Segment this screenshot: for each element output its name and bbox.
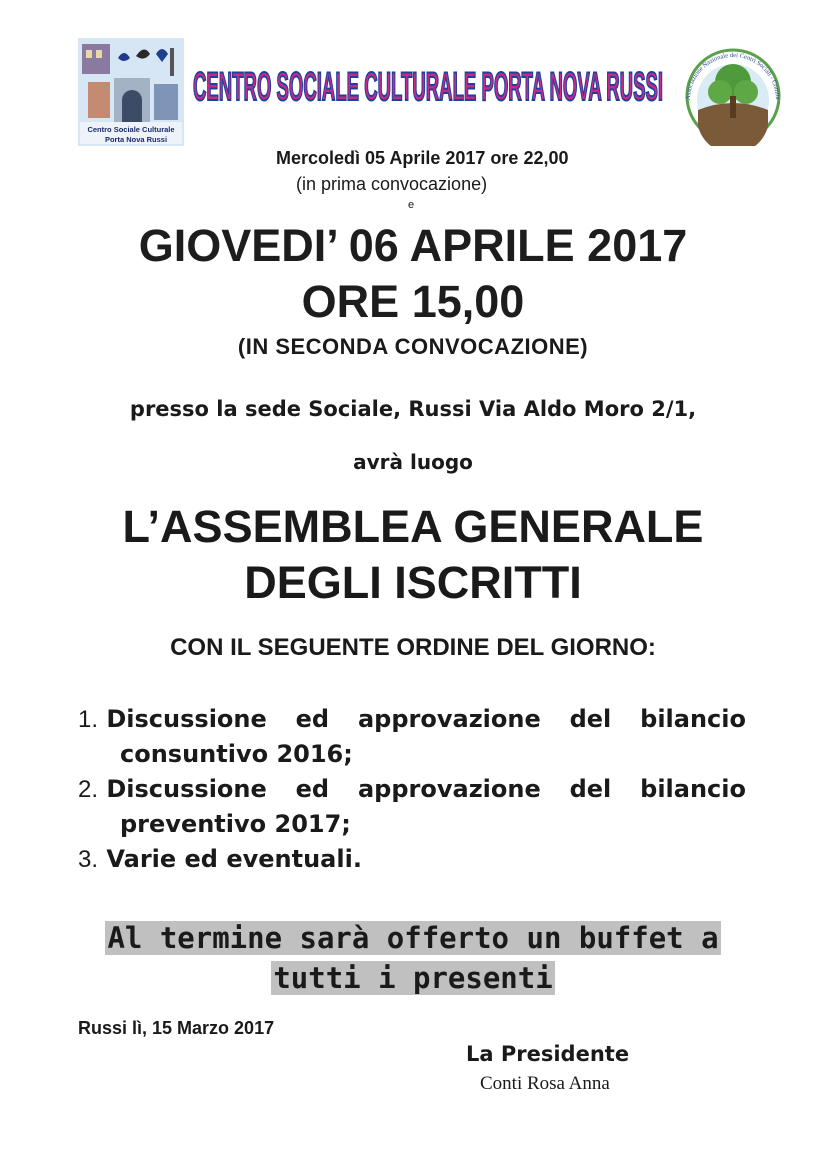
agenda-number: 1.: [78, 706, 99, 733]
first-call-note: (in prima convocazione): [296, 174, 488, 194]
left-logo-caption-1: Centro Sociale Culturale: [87, 125, 175, 134]
org-title-text: CENTRO SOCIALE CULTURALE PORTA NOVA RUSSI: [193, 65, 663, 109]
place-date: Russi lì, 15 Marzo 2017: [78, 1018, 275, 1038]
assembly-title-line-1: L’ASSEMBLEA GENERALE: [122, 501, 704, 552]
org-title: [190, 50, 666, 114]
agenda-word: bilancio: [640, 775, 746, 803]
agenda-number: 3.: [78, 846, 99, 873]
centro-sociale-logo: [78, 38, 184, 146]
association-seal-logo: [680, 40, 786, 146]
agenda-continuation: preventivo 2017;: [120, 810, 351, 838]
agenda-word: ed: [295, 775, 330, 803]
agenda-list: [78, 702, 746, 877]
second-call-time: ORE 15,00: [301, 276, 525, 327]
left-logo-caption-2: Porta Nova Russi: [104, 135, 168, 144]
seal-text: Associazione Nazionale dei Centri Sociali - Comita: [684, 51, 782, 101]
president-name: Conti Rosa Anna: [480, 1073, 610, 1094]
agenda-word: del: [569, 705, 612, 733]
agenda-word: del: [569, 775, 612, 803]
agenda-word: Discussione: [106, 775, 267, 803]
president-role: La Presidente: [466, 1042, 630, 1066]
agenda-item: [78, 772, 746, 842]
conjunction: e: [408, 199, 415, 211]
agenda-number: 2.: [78, 776, 99, 803]
buffet-line-2: tutti i presenti: [273, 961, 553, 995]
agenda-word: bilancio: [640, 705, 746, 733]
venue: presso la sede Sociale, Russi Via Aldo Moro 2/1,: [129, 397, 697, 421]
agenda-word: approvazione: [357, 705, 541, 733]
second-call-date: GIOVEDI’ 06 APRILE 2017: [138, 220, 688, 271]
buffet-notice: [0, 918, 826, 998]
buffet-line-1: Al termine sarà offerto un buffet a: [107, 921, 719, 955]
agenda-word: Discussione: [106, 705, 267, 733]
assembly-title-line-2: DEGLI ISCRITTI: [244, 557, 582, 608]
agenda-word: approvazione: [357, 775, 541, 803]
second-call-note: (IN SECONDA CONVOCAZIONE): [237, 334, 589, 359]
agenda-continuation: consuntivo 2016;: [120, 740, 353, 768]
agenda-word: ed: [295, 705, 330, 733]
agenda-item: [78, 702, 746, 772]
agenda-title: CON IL SEGUENTE ORDINE DEL GIORNO:: [170, 634, 656, 661]
happens-text: avrà luogo: [353, 450, 473, 474]
first-call-date: Mercoledì 05 Aprile 2017 ore 22,00: [276, 148, 569, 168]
agenda-item: [78, 842, 746, 877]
agenda-text: Varie ed eventuali.: [106, 845, 362, 873]
